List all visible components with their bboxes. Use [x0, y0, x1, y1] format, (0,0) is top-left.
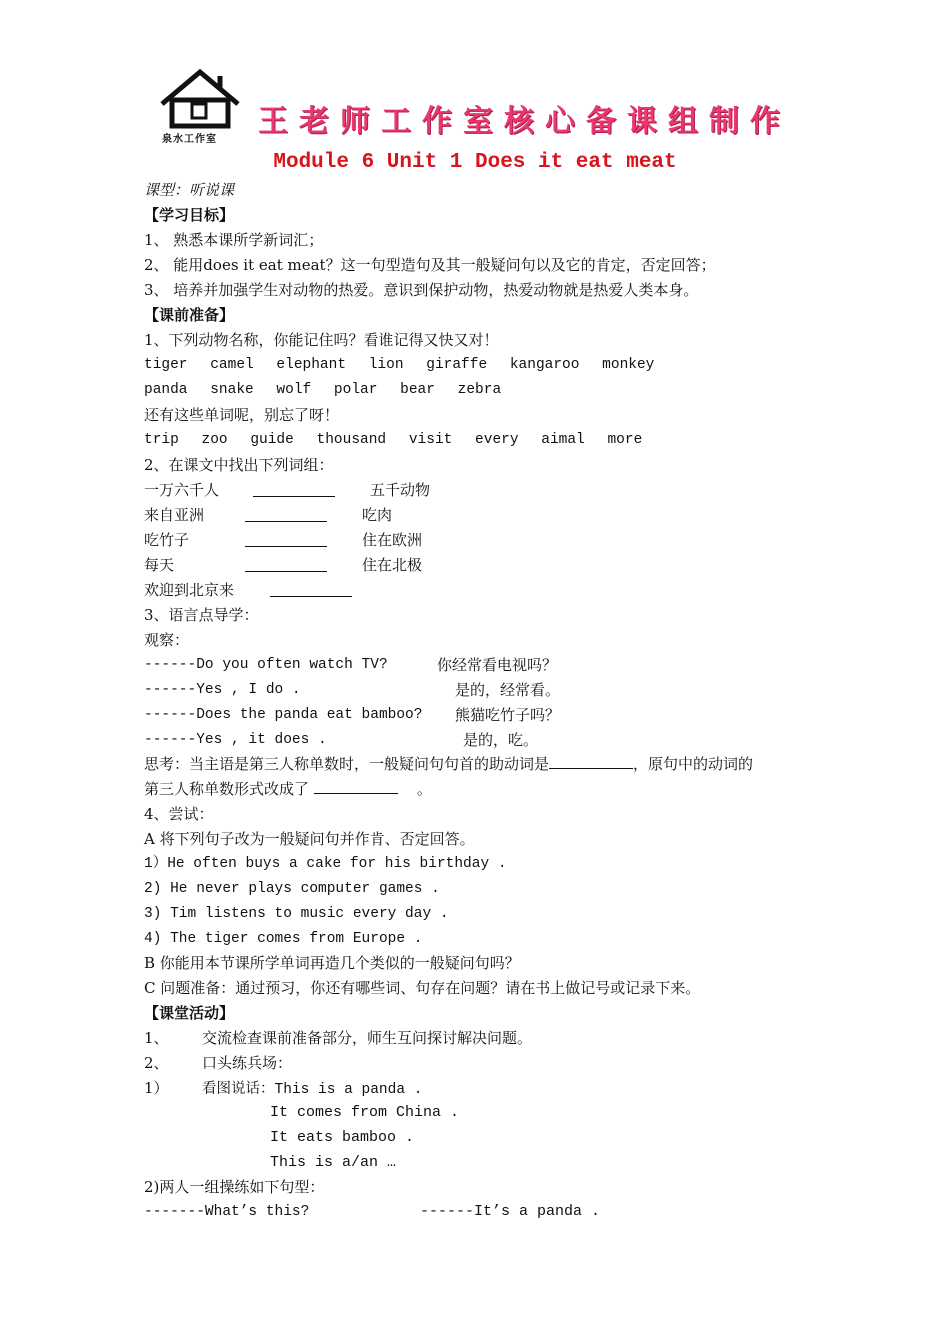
phrase-right: 住在欧洲 — [362, 531, 423, 549]
picture-talk-line: This is a/an … — [270, 1154, 397, 1171]
class-item-num: 1、 — [144, 1029, 169, 1047]
answer-blank[interactable] — [549, 754, 633, 769]
phrase-left: 一万六千人 — [144, 481, 220, 499]
class-item-num: 2、 — [144, 1054, 169, 1072]
observe-label: 观察： — [144, 631, 190, 649]
goal-item: 1、 熟悉本课所学新词汇； — [144, 231, 324, 249]
task-b: B 你能用本节课所学单词再造几个类似的一般疑问句吗？ — [144, 954, 520, 972]
dialogue-zh: 是的，经常看。 — [455, 681, 561, 699]
picture-talk-line: It eats bamboo . — [270, 1129, 415, 1146]
phrase-left: 每天 — [144, 556, 175, 574]
dialogue-zh: 是的，吃。 — [463, 731, 539, 749]
practice-sentence: 3) Tim listens to music every day . — [144, 906, 449, 922]
class-heading: 【课堂活动】 — [144, 1004, 235, 1022]
answer-blank[interactable] — [270, 582, 352, 597]
vocab-words-row: trip zoo guide thousand visit every aimal more — [144, 432, 643, 448]
animal-words-row-1: tiger camel elephant lion giraffe kangaroo monkey — [144, 357, 655, 373]
phrase-right: 住在北极 — [362, 556, 423, 574]
task-a: A 将下列句子改为一般疑问句并作肯、否定回答。 — [144, 830, 475, 848]
header-banner: 王老师工作室核心备课组制作 — [258, 104, 791, 139]
dialogue-en: ------Does the panda eat bamboo? — [144, 707, 423, 723]
class-item-text: 交流检查课前准备部分，师生互问探讨解决问题。 — [202, 1029, 533, 1047]
pair-answer: ------It’s a panda . — [420, 1203, 601, 1220]
logo-label: 泉水工作室 — [162, 134, 217, 145]
prep-question-1: 1、下列动物名称，你能记住吗？看谁记得又快又对！ — [144, 331, 499, 349]
phrase-left: 欢迎到北京来 — [144, 581, 235, 599]
page-title: Module 6 Unit 1 Does it eat meat — [273, 151, 677, 174]
goal-item: 3、 培养并加强学生对动物的热爱。意识到保护动物，热爱动物就是热爱人类本身。 — [144, 281, 699, 299]
prep-question-3: 3、语言点导学： — [144, 606, 259, 624]
task-c: C 问题准备：通过预习，你还有哪些词、句存在问题？请在书上做记号或记录下来。 — [144, 979, 701, 997]
answer-blank[interactable] — [245, 507, 327, 522]
think-text: 。 — [416, 780, 432, 798]
dialogue-en: ------Do you often watch TV? — [144, 657, 388, 673]
practice-sentence: 1）He often buys a cake for his birthday . — [144, 856, 507, 872]
phrase-left: 来自亚洲 — [144, 506, 205, 524]
pair-practice-heading: 2)两人一组操练如下句型： — [144, 1178, 325, 1196]
answer-blank[interactable] — [245, 532, 327, 547]
dialogue-zh: 熊猫吃竹子吗？ — [455, 706, 561, 724]
answer-blank[interactable] — [253, 482, 335, 497]
sub-item-num: 1） — [144, 1079, 169, 1097]
lesson-type: 课型：听说课 — [144, 181, 235, 199]
prep-question-2: 2、在课文中找出下列词组： — [144, 456, 334, 474]
prep-question-4: 4、尝试： — [144, 805, 214, 823]
more-words-intro: 还有这些单词呢，别忘了呀！ — [144, 406, 340, 424]
dialogue-en: ------Yes , it does . — [144, 732, 327, 748]
pair-question: -------What’s this? — [144, 1204, 310, 1220]
phrase-left: 吃竹子 — [144, 531, 190, 549]
think-line-2 — [144, 779, 432, 799]
goal-item: 2、 能用does it eat meat？这一句型造句及其一般疑问句以及它的肯定，否定回答； — [144, 256, 716, 274]
picture-talk-line: 看图说话：This is a panda . — [202, 1082, 423, 1098]
phrase-right: 五千动物 — [370, 481, 431, 499]
think-line-1 — [144, 754, 753, 774]
picture-talk-line: It comes from China . — [270, 1104, 460, 1121]
phrase-right: 吃肉 — [362, 506, 393, 524]
think-text: 思考：当主语是第三人称单数时，一般疑问句句首的助动词是 — [144, 755, 550, 773]
prep-heading: 【课前准备】 — [144, 306, 235, 324]
dialogue-zh: 你经常看电视吗？ — [437, 656, 558, 674]
practice-sentence: 2) He never plays computer games . — [144, 881, 440, 897]
animal-words-row-2: panda snake wolf polar bear zebra — [144, 382, 502, 398]
answer-blank[interactable] — [245, 557, 327, 572]
answer-blank[interactable] — [314, 779, 398, 794]
class-item-text: 口头练兵场： — [202, 1054, 293, 1072]
think-text: ，原句中的动词的 — [633, 755, 754, 773]
goals-heading: 【学习目标】 — [144, 206, 235, 224]
practice-sentence: 4) The tiger comes from Europe . — [144, 931, 423, 947]
dialogue-en: ------Yes , I do . — [144, 682, 301, 698]
think-text: 第三人称单数形式改成了 — [144, 780, 310, 798]
